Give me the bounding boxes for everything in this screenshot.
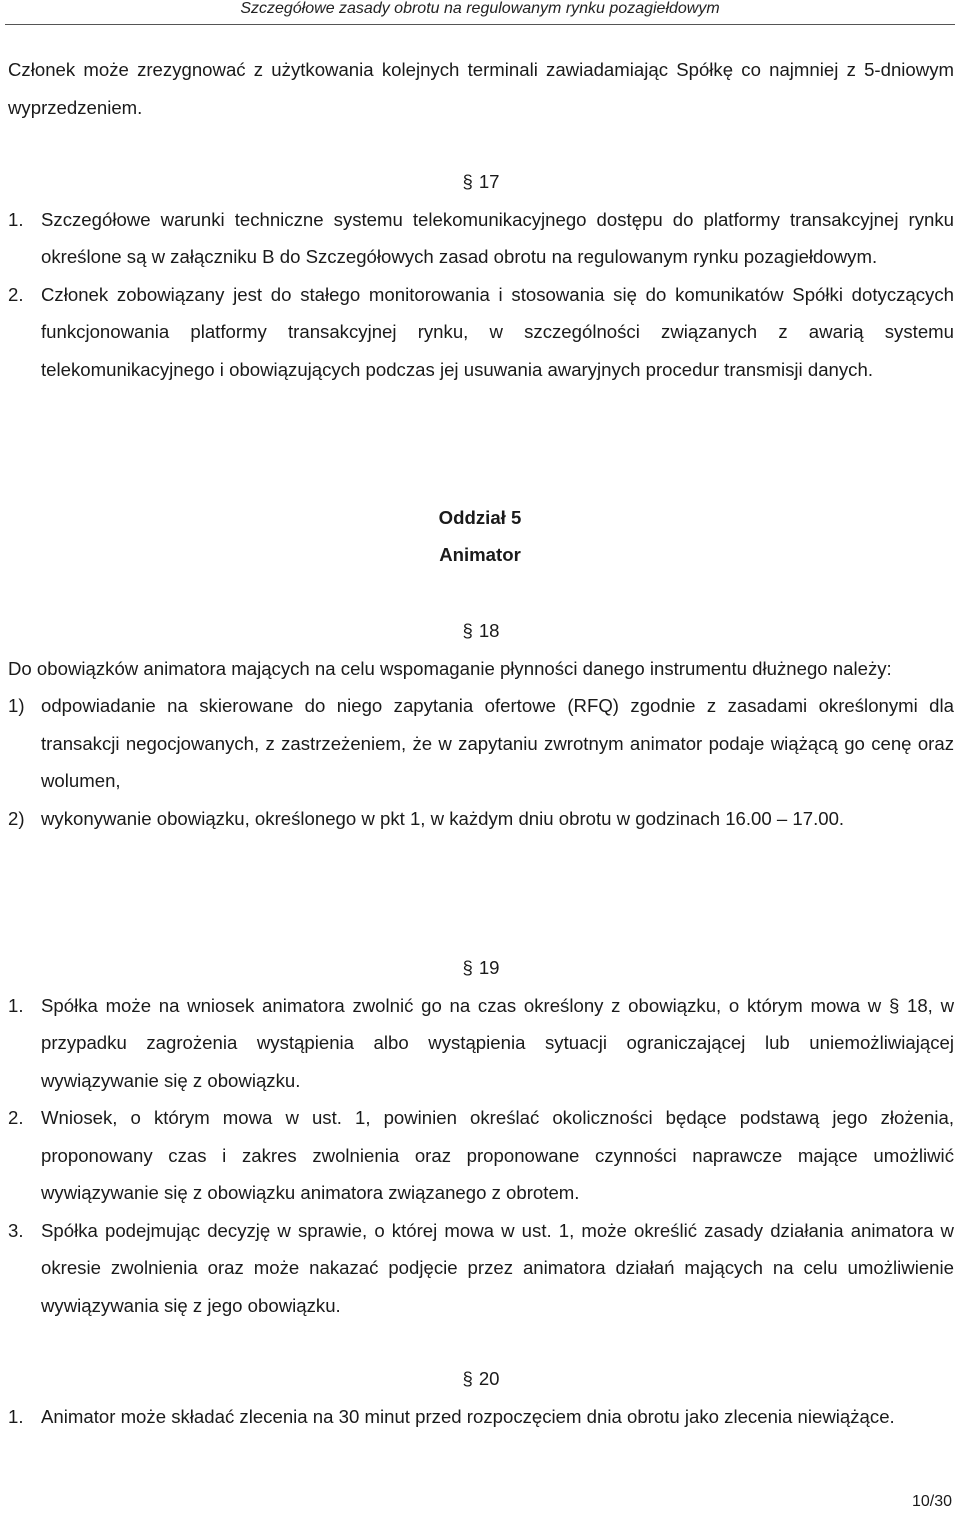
section-mark: § bbox=[462, 1368, 473, 1389]
list-item bbox=[8, 800, 954, 838]
list-item bbox=[8, 1398, 954, 1436]
section-18-heading bbox=[8, 612, 954, 650]
section-number: 17 bbox=[478, 171, 500, 192]
intro-paragraph: Członek może zrezygnować z użytkowania kolejnych terminali zawiadamiając Spółkę co najmniej z 5-dniowym wyprzedzeniem. bbox=[8, 59, 954, 118]
item-number: 3. bbox=[8, 1219, 24, 1241]
item-text: Spółka może na wniosek animatora zwolnić go na czas określony z obowiązku, o którym mowa w § 18, w przypadku zagrożenia wystąpienia albo wystąpienia sytuacji ograniczającej lub uniemożliwiającej wywiązywanie się z obowiązku. bbox=[41, 994, 954, 1091]
section-19 bbox=[8, 949, 954, 1324]
item-text: Spółka podejmując decyzję w sprawie, o której mowa w ust. 1, może określić zasady działania animatora w okresie zwolnienia oraz może nakazać podjęcie przez animatora działań mających na celu umożliwienie wywiązywania się z jego obowiązku. bbox=[41, 1219, 954, 1316]
item-text: Animator może składać zlecenia na 30 minut przed rozpoczęciem dnia obrotu jako zlecenia niewiążące. bbox=[41, 1405, 895, 1427]
list-item bbox=[8, 987, 954, 1100]
item-number: 2. bbox=[8, 1107, 24, 1128]
division-subtitle: Animator bbox=[439, 544, 521, 565]
item-text: wykonywanie obowiązku, określonego w pkt 1, w każdym dniu obrotu w godzinach 16.00 – 17.00. bbox=[41, 807, 845, 829]
section-17-heading bbox=[8, 163, 954, 201]
item-text: Szczegółowe warunki techniczne systemu telekomunikacyjnego dostępu do platformy transakcyjnej rynku określone są w załączniku B do Szczegółowych zasad obrotu na regulowanym rynku pozagiełdowym. bbox=[41, 208, 954, 267]
item-number: 2) bbox=[8, 807, 25, 829]
list-item bbox=[8, 1212, 954, 1325]
item-number: 2. bbox=[8, 283, 24, 305]
item-text: Wniosek, o którym mowa w ust. 1, powinien określać okoliczności będące podstawą jego złożenia, proponowany czas i zakres zwolnienia oraz proponowane czynności naprawcze mające umożliwić wywiązywanie się z obowiązku animatora związanego z obrotem. bbox=[41, 1107, 954, 1203]
section-lead: Do obowiązków animatora mających na celu wspomaganie płynności danego instrumentu dłużnego należy: bbox=[8, 657, 892, 679]
list-item bbox=[8, 201, 954, 276]
list-item bbox=[8, 1099, 954, 1212]
header-title: Szczegółowe zasady obrotu na regulowanym rynku pozagiełdowym bbox=[240, 0, 720, 17]
item-text: Członek zobowiązany jest do stałego monitorowania i stosowania się do komunikatów Spółki dotyczących funkcjonowania platformy transakcyjnej rynku, w szczególności związanych z awarią systemu telekomunikacyjnego i obowiązujących podczas jej usuwania awaryjnych procedur transmisji danych. bbox=[41, 283, 954, 380]
section-20 bbox=[8, 1360, 954, 1435]
section-number: 19 bbox=[478, 957, 500, 978]
section-mark: § bbox=[462, 171, 473, 192]
item-number: 1. bbox=[8, 1405, 24, 1427]
section-18 bbox=[8, 612, 954, 837]
header-divider bbox=[5, 24, 955, 25]
section-number: 20 bbox=[478, 1368, 500, 1389]
item-number: 1) bbox=[8, 695, 25, 716]
intro-block bbox=[8, 51, 954, 126]
item-text: odpowiadanie na skierowane do niego zapytania ofertowe (RFQ) zgodnie z zasadami określonymi dla transakcji negocjowanych, z zastrzeżeniem, że w zapytaniu zwrotnym animator podaje wiążącą go cenę oraz wolumen, bbox=[41, 695, 954, 791]
item-number: 1. bbox=[8, 994, 24, 1016]
section-20-heading bbox=[8, 1360, 954, 1398]
section-19-heading bbox=[8, 949, 954, 987]
page-number: 10/30 bbox=[911, 1493, 952, 1510]
division-title: Oddział 5 bbox=[438, 507, 522, 528]
section-mark: § bbox=[462, 620, 473, 641]
section-number: 18 bbox=[478, 620, 500, 641]
list-item bbox=[8, 687, 954, 800]
item-number: 1. bbox=[8, 208, 24, 230]
section-17 bbox=[8, 163, 954, 388]
page-header bbox=[0, 0, 960, 33]
section-mark: § bbox=[462, 957, 473, 978]
list-item bbox=[8, 276, 954, 389]
